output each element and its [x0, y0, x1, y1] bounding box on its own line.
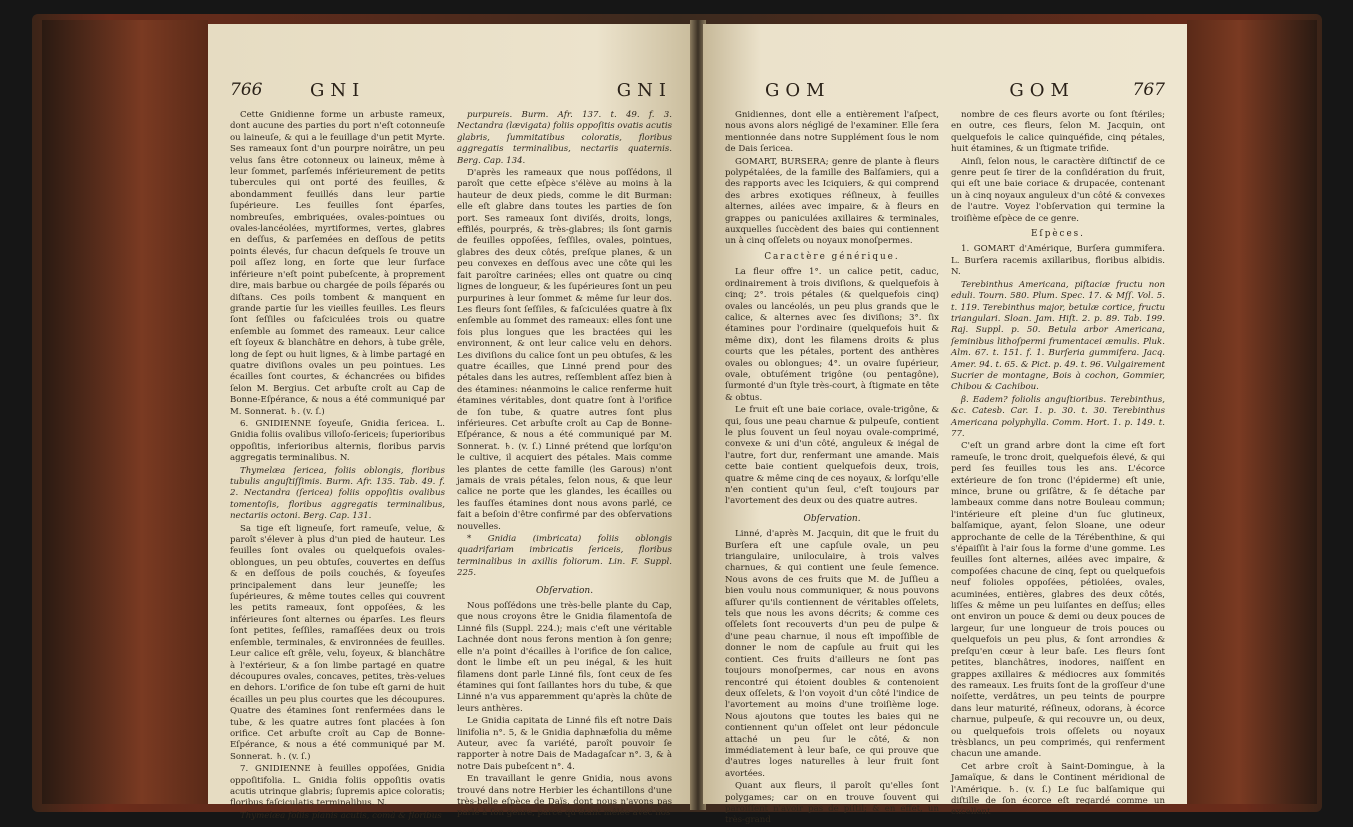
left-page [208, 24, 694, 821]
left-cover-edge [42, 20, 208, 804]
right-running-header [725, 80, 1165, 114]
paragraph: Ainſi, ſelon nous, le caractère diſtinctif de ce genre peut ſe tirer de la conſidération du fruit, qui eſt une baie coriace & drupacée, contenant un à cinq noyaux anguleux d'un côté & convexes de l'autre. Voyez l'obſervation qui termine la troiſième eſpèce de ce genre. [951, 156, 1165, 224]
paragraph: La fleur offre 1°. un calice petit, caduc, ordinairement à trois diviſions, & quelquefois à cinq; 2°. trois pétales (& quelquefois cinq) ovales ou lancéolés, un peu plus grands que le calice, & alternes avec ſes diviſions; 3°. ſix étamines pour l'ordinaire (quelquefois huit & même dix), dont les filamens droits & plus courts que les pétales, portent des anthères ovales ou oblongues; 4°. un ovaire ſupérieur, ovale, obtuſément trigône (ou pentagône), ſurmonté d'un ſtyle très-court, à ſtigmate en tête & obtus. [725, 267, 939, 403]
paragraph: Le Gnidia capitata de Linné fils eſt notre Dais linifolia n°. 5, & le Gnidia daphnæfolia du même Auteur, avec ſa variété, paroît pouvoir ſe rapporter à notre Dais de Madagaſcar n°. 3, & à notre Dais pubeſcent n°. 4. [457, 716, 672, 772]
paragraph: nombre de ces fleurs avorte ou ſont ſtériles; en outre, ces fleurs, ſelon M. Jacquin, ont quelquefois le calice quinquéfide, cinq pétales, huit étamines, & un ſtigmate trifide. [951, 110, 1165, 155]
right-column-1 [725, 110, 940, 826]
synonym-citation: Thymelæa foliis planis acutis, comâ & floribus [240, 810, 442, 821]
paragraph: Linné, d'après M. Jacquin, dit que le fruit du Burſera eſt une capſule ovale, un peu triangulaire, uniloculaire, à trois valves charnues, & qui contient une ſeule ſemence. Nous avons de ces fruits que M. de Juſſieu a bien voulu nous communiquer, & nous pouvons aſſurer qu'ils contiennent de véritables oſſelets, tels que nous les avons décrits; & comme ces oſſelets ſont recouverts d'un peu de pulpe & d'une peau charnue, il nous eſt impoſſible de donner le nom de capſule au fruit qui les contient. Ces fruits d'ailleurs ne ſont pas toujours monoſpermes, car nous en avons rencontré qui étoient doubles & contenoient deux oſſelets, & l'on voyoit d'un côté l'indice de l'avortement au moins d'une troiſième loge. Nous ajoutons que toutes les baies qui ne contiennent qu'un oſſelet ont leur pédoncule attaché un peu ſur le côté, & non immédiatement à leur baſe, ce qui prouve que d'autres loges naturelles à leur fruit ſont avortées. [725, 529, 939, 779]
paragraph: Sa tige eſt ligneuſe, fort rameuſe, velue, & paroît s'élever à plus d'un pied de hauteur. Les feuilles ſont ovales ou quelquefois ovales-oblongues, un peu obtuſes, couvertes en deſſus & en deſſous de poils couchés, & ſoyeuſes principalement dans leur jeuneſſe; les ſupérieures, & même toutes celles qui couvrent les petits rameaux, ſont oppoſées, & les inférieures ſont alternes ou éparſes. Les fleurs ſont petites, ſeſſiles, ramaſſées deux ou trois enſemble, terminales, & environnées de feuilles. Leur calice eſt grêle, velu, ſoyeux, & blanchâtre à l'extérieur, & a ſon limbe partagé en quatre découpures ovales, concaves, petites, très-velues en dehors. L'orifice de ſon tube eſt garni de huit écailles un peu plus courtes que les découpures. Quatre des étamines ſont renfermées dans le tube, & les quatre autres ſont placées à ſon orifice. Cet arbuſte croît au Cap de Bonne-Eſpérance, & nous a été communiqué par M. Sonnerat. ♄. (v. ſ.) [230, 523, 445, 762]
section-heading-observation: Obſervation. [803, 513, 861, 524]
left-running-header [230, 80, 672, 114]
paragraph: C'eſt un grand arbre dont la cime eſt fort rameuſe, le tronc droit, quelquefois élevé, & qui perd ſes feuilles tous les ans. L'écorce extérieure de ſon tronc (l'épiderme) eſt unie, mince, brune ou griſâtre, & ſe détache par lambeaux comme dans notre Bouleau commun; l'intérieure eſt pleine d'un ſuc glutineux, balſamique, ayant, ſelon Sloane, une odeur approchante de celle de la Térébenthine, & qui s'épaiſſit à l'air ſous la forme d'une gomme. Les feuilles ſont alternes, ailées avec impaire, & compoſées chacune de cinq, ſept ou quelquefois neuf folioles oppoſées, pétiolées, ovales, acuminées, entières, glabres des deux côtés, liſſes & même un peu luiſantes en deſſus; elles ont environ un pouce & demi ou deux pouces de largeur, ſur une longueur de trois pouces ou quelquefois un peu plus, & ſont arrondies & preſqu'en cœur à leur baſe. Les fleurs ſont petites, blanchâtres, inodores, naiſſent en grappes axillaires & médiocres aux ſommités des rameaux. Les fruits ſont de la groſſeur d'une noiſette, verdâtres, un peu teints de pourpre dans leur maturité, réſineux, odorans, à écorce charnue, pulpeuſe, & qui recouvre un, ou deux, ou quelquefois trois oſſelets ou noyaux trèsblancs, un peu comprimés, qui renferment chacun une amande. [951, 441, 1165, 760]
right-column-2 [951, 110, 1165, 818]
right-page [703, 24, 1187, 826]
right-columns [725, 110, 1165, 826]
species-heading: 7. GNIDIENNE à feuilles oppoſées, Gnidia oppoſitifolia. L. Gnidia foliis oppoſitis ovatis acutis utrinque glabris; ſupremis apice coloratis; floribus faſciculatis terminalibus. N. [230, 764, 445, 809]
paragraph: Nous poſſédons une très-belle plante du Cap, que nous croyons être le Gnidia filamentoſa de Linné fils (Suppl. 224.); mais c'eſt une véritable Lachnée dont nous ferons mention à ſon genre; elle n'a point d'écailles à l'orifice de ſon calice, dont le limbe eſt un peu inégal, & les huit filamens dont parle Linné fils, ſont ceux de ſes étamines qui ſont ſaillantes hors du tube, & que Linné n'a vus apparemment qu'après la chûte de leurs anthères. [457, 601, 672, 714]
species-heading: 6. GNIDIENNE ſoyeuſe, Gnidia ſericea. L. Gnidia foliis ovalibus villoſo-ſericeis; ſuperioribus oppoſitis, inferioribus alternis, floribus parvis aggregatis terminalibus. N. [230, 418, 445, 464]
right-cover-edge [1187, 20, 1317, 804]
section-heading-observation: Obſervation. [535, 585, 594, 596]
paragraph: En travaillant le genre Gnidia, nous avons trouvé dans notre Herbier les échantillons d'une très-belle eſpèce de Daïs, dont nous n'avons pas parlé à ſon genre, parce qu'étant mêlée avec nos [457, 774, 672, 819]
left-page-number: 766 [230, 80, 263, 100]
section-heading-generic-character: Caractère générique. [764, 251, 900, 262]
variety-citation: β. Eadem? foliolis anguſtioribus. Terebinthus, &c. Catesb. Car. 1. p. 30. t. 30. Terebinthus Americana polyphylla. Comm. Hort. 1. p. 149. t. 77. [951, 394, 1165, 439]
synonym-citation: Terebinthus Americana, piſtaciæ fructu non eduli. Tourn. 580. Plum. Spec. 17. & Mſſ. Vol. 5. t. 119. Terebinthus major, betulæ cortice, fructu triangulari. Sloan. Jam. Hiſt. 2. p. 89. Tab. 199. Raj. Suppl. p. 50. Betula arbor Americana, ſeminibus lithoſpermi frumentacei æmulis. Pluk. Alm. 67. t. 151. f. 1. Burſeria gummifera. Jacq. Amer. 94. t. 65. & Pict. p. 49. t. 96. Vulgairement Sucrier de montagne, Bois à cochon, Gommier, Chibou & Cachibou. [951, 279, 1165, 393]
left-columns [230, 110, 673, 821]
paragraph: Cette Gnidienne forme un arbuste rameux, dont aucune des parties du port n'eſt cotonneuſe ou laineuſe, & qui a le feuillage d'un petit Myrte. Ses rameaux ſont d'un pourpre noirâtre, un peu velus ſans être cotonneux ou laineux, même à leur ſommet, parſemés inférieurement de petits tubercules qui ont porté des feuilles, & abondamment feuillés dans leur partie ſupérieure. Les feuilles ſont éparſes, nombreuſes, embriquées, ovales-pointues ou ovales-lancéolées, myrtiformes, vertes, glabres en deſſus, & parſemées en deſſous de petits points élevés, ſur chacun deſquels ſe trouve un poil aſſez long, en ſorte que leur ſurface inférieure n'eſt point pubeſcente, à proprement dire, mais barbue ou chargée de poils ſéparés ou diſtans. Ces poils tombent & manquent en grande partie ſur les vieilles feuilles. Les fleurs ſont ſeſſiles ou faſciculées trois ou quatre enſemble au ſommet des rameaux. Leur calice eſt ſoyeux & blanchâtre en dehors, à tube grêle, long de ſept ou huit lignes, & à limbe partagé en quatre diviſions ovales un peu pointues. Les écailles ſont courtes, & échancrées ou bifides ſelon M. Bergius. Cet arbuſte croît au Cap de Bonne-Eſpérance, & nous a été communiqué par M. Sonnerat. ♄. (v. ſ.) [230, 110, 445, 417]
synonym-citation: Thymelæa ſericea, foliis oblongis, floribus tubulis anguſtiſſimis. Burm. Afr. 135. Tab. 49. f. 2. Nectandra (ſericea) foliis oppoſitis ovalibus tomentoſis, floribus aggregatis terminalibus, nectariis octoni. Berg. Cap. 131. [230, 465, 445, 522]
left-running-title-a: GNI [310, 80, 366, 101]
species-note: * Gnidia (imbricata) foliis oblongis quadrifariam imbricatis ſericeis, floribus terminalibus in axillis foliorum. Lin. F. Suppl. 225. [457, 534, 672, 579]
species-heading: 1. GOMART d'Amérique, Burſera gummifera. L. Burſera racemis axillaribus, floribus albidis. N. [951, 244, 1165, 278]
paragraph: D'après les rameaux que nous poſſédons, il paroît que cette eſpèce s'élève au moins à la hauteur de deux pieds, comme le dit Burman: elle eſt glabre dans toutes les parties de ſon port. Ses rameaux ſont diviſés, droits, longs, effilés, pourprés, & très-glabres; ils ſont garnis de feuilles oppoſées, ſeſſiles, ovales, pointues, glabres des deux côtés, preſque planes, & un peu convexes en deſſous avec une côte qui les fait paroître carinées; elles ont quatre ou cinq lignes de longueur, & les ſupérieures ſont un peu purpurines à leur ſommet & même ſur leur dos. Les fleurs ſont ſeſſiles, & faſciculées quatre à ſix enſemble au ſommet des rameaux: elles ſont une fois plus longues que les bractées qui les environnent, & ont leur calice velu en dehors. Les diviſions du calice ſont un peu obtuſes, & les quatre écailles, que Linné prend pour des pétales dans les autres, reſſemblent aſſez bien à des étamines: néanmoins le calice renferme huit étamines véritables, dont quatre ſont à l'orifice de ſon tube, & quatre autres ſont plus inférieures. Cet arbuſte croît au Cap de Bonne-Eſpérance, & nous a été communiqué par M. Sonnerat. ♄. (v. ſ.) Linné prétend que lorſqu'on le cultive, il acquiert des pétales. Mais comme les plantes de cette famille (les Garous) n'ont jamais de vrais pétales, ſelon nous, & que leur calice ne porte que les glandes, les écailles ou les fauſſes étamines dont nous avons parlé, ce fait a beſoin d'être confirmé par des obſervations nouvelles. [457, 168, 672, 532]
right-running-title-b: GOM [1009, 80, 1075, 101]
genre-entry: GOMART, BURSERA; genre de plante à fleurs polypétalées, de la famille des Balſamiers, qui a des rapports avec les Iciquiers, & qui comprend des arbres exotiques réſineux, à feuilles alternes, ailées avec impaire, & à fleurs en grappes ou paniculées axillaires & terminales, auxquelles ſuccèdent des baies qui contiennent un à cinq oſſelets ou noyaux monoſpermes. [725, 156, 939, 247]
paragraph: Gnidiennes, dont elle a entièrement l'aſpect, nous avons alors négligé de l'examiner. Elle ſera mentionnée dans notre Supplément ſous le nom de Dais ſericea. [725, 110, 939, 155]
synonym-citation: purpureis. Burm. Afr. 137. t. 49. f. 3. Nectandra (lævigata) foliis oppoſitis ovatis acutis glabris, ſummitatibus coloratis, floribus aggregatis terminalibus, nectariis quaternis. Berg. Cap. 134. [457, 110, 673, 166]
paragraph: Cet arbre croît à Saint-Domingue, à la Jamaïque, & dans le Continent méridional de l'Amérique. ♄. (v. ſ.) Le ſuc balſamique qui diſtille de ſon écorce eſt regardé comme un excellent [951, 761, 1165, 818]
right-running-title-a: GOM [765, 80, 831, 101]
left-column-1 [230, 110, 445, 821]
paragraph: Le fruit eſt une baie coriace, ovale-trigône, & qui, ſous une peau charnue & pulpeuſe, contient le plus ſouvent un ſeul noyau ovale-comprimé, convexe & uni d'un côté, anguleux & inégal de l'autre, fort dur, renfermant une amande. Mais cette baie contient quelquefois deux, trois, quatre & même cinq de ces noyaux, & lorſqu'elle n'en contient qu'un ſeul, c'eſt toujours par l'avortement des deux ou des quatre autres. [725, 405, 940, 507]
left-running-title-b: GNI [616, 80, 672, 101]
right-page-number: 767 [1132, 80, 1165, 100]
left-column-2 [457, 110, 673, 819]
paragraph: Quant aux fleurs, il paroît qu'elles ſont polygames; car on en trouve ſouvent qui paroiſſent n'avoir pas de piſtil; & en effet, un très-grand [725, 781, 939, 826]
section-heading-species: Eſpèces. [1031, 229, 1085, 240]
